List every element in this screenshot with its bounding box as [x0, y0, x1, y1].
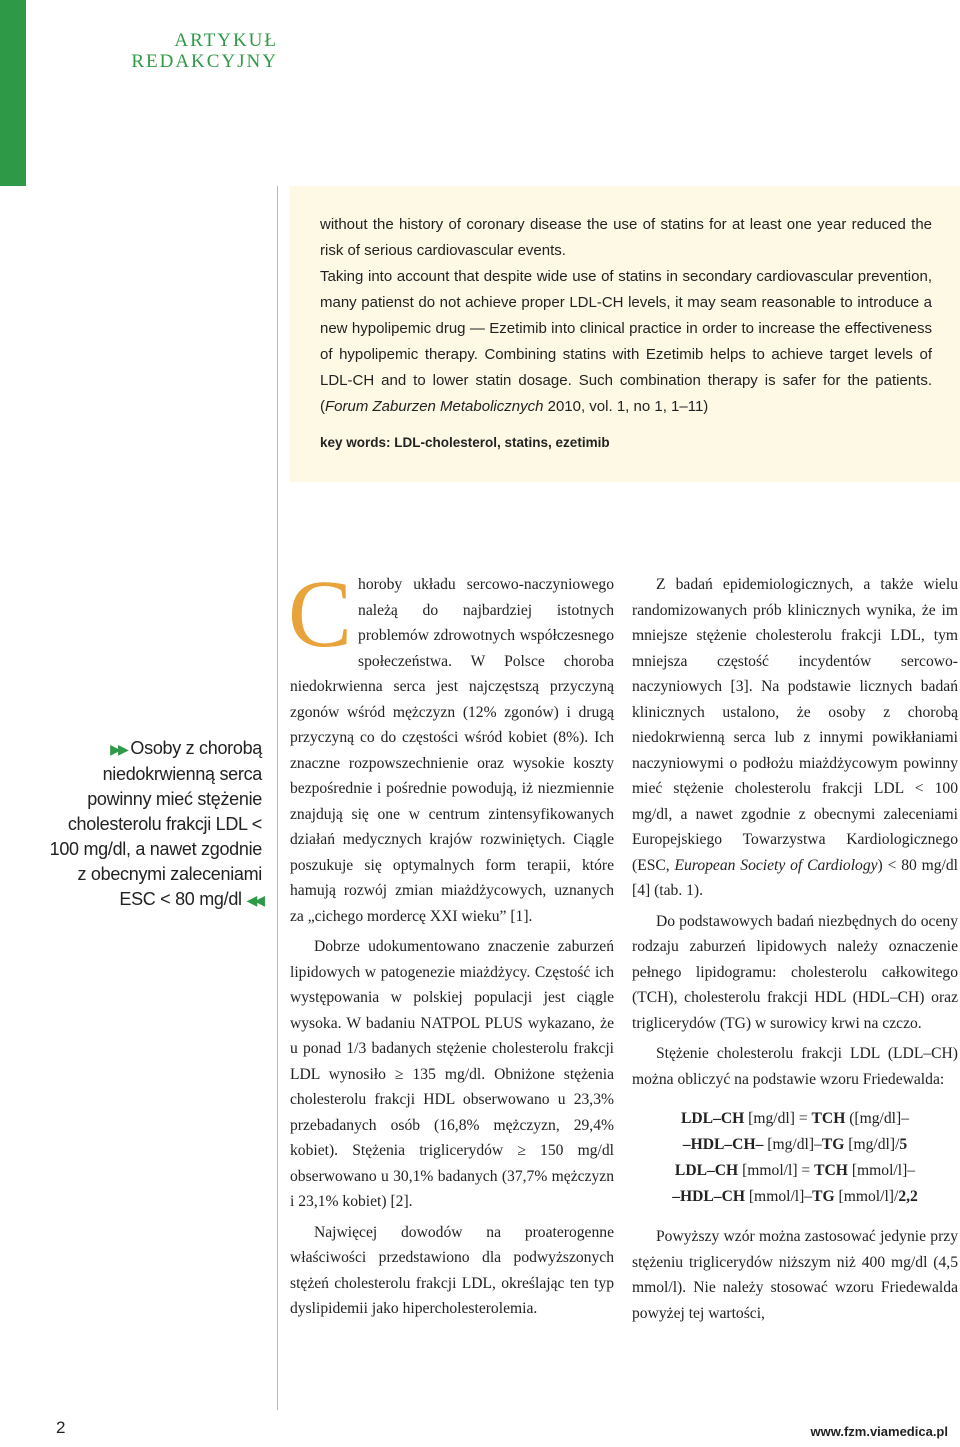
abstract-text — [320, 212, 932, 456]
column1-paragraph-3: Najwięcej dowodów na proaterogenne właściwości przedstawiono dla podwyższonych stężeń cholesterolu frakcji LDL, określając ten typ dyslipidemii jako hipercholesterolemia. — [290, 1223, 614, 1317]
page-number: 2 — [56, 1418, 66, 1437]
formula-term: TG — [821, 1136, 845, 1153]
column1-paragraph-1-text: horoby układu sercowo-naczyniowego należą do najbardziej istotnych problemów zdrowotnych współczesnego społeczeństwa. W Polsce choroba niedokrwienna serca jest najczęstszą przyczyną zgonów wśród mężczyzn (12% zgonów) i drugą przyczyną co do częstości wśród kobiet (8%). Ich znaczne rozpowszechnienie oraz wysokie koszty bezpośrednie i pośrednie powodują, iż niezmiennie znajdują się one w centrum zintensyfikowanych działań medycznych krajów rozwiniętych. Ciągle poszukuje się optymalnych form terapii, które hamują rozwój zmian miażdżycowych, uznanych za „cichego mordercę XXI wieku” [1]. — [290, 576, 614, 925]
column2-paragraph-1-a: Z badań epidemiologicznych, a także wielu randomizowanych prób klinicznych wynika, że im mniejsze stężenie cholesterolu frakcji LDL, tym mniejsza częstość incydentów sercowo-naczyniowych [3]. Na podstawie licznych badań klinicznych ustalono, że osoby z chorobą niedokrwienną serca lub z innymi powikłaniami naczyniowymi o podłożu miażdżycowym powinny mieć stężenie cholesterolu frakcji LDL < 100 mg/dl, a nawet zgodnie z obecnymi zaleceniami Europejskiego Towarzystwa Kardiologicznego (ESC, — [632, 576, 958, 874]
column-divider — [277, 186, 278, 1410]
formula-text: ([mg/dl]– — [845, 1110, 909, 1127]
keywords: key words: LDL-cholesterol, statins, ezetimib — [320, 435, 610, 450]
formula-text: [mg/dl] = — [744, 1110, 812, 1127]
abstract-paragraph-1: without the history of coronary disease the use of statins for at least one year reduced the risk of serious cardiovascular events. — [320, 216, 932, 259]
abstract-body: Taking into account that despite wide use of statins in secondary cardiovascular prevention, many patienst do not achieve proper LDL-CH levels, it may seam reasonable to introduce a new hypolipemic drug — Ezetimib into clinical practice in order to increase the effectiveness of hypolipemic therapy. Combining statins with Ezetimib helps to achieve target levels of LDL-CH and to lower statin dosage. Such combination therapy is safer for the patients. ( — [320, 268, 932, 415]
article-column-1 — [288, 560, 614, 1322]
section-label-line2: REDAKCYJNY — [131, 51, 278, 72]
formula-term: TCH — [814, 1162, 848, 1179]
formula-text: [mmol/l]– — [744, 1188, 813, 1205]
drop-cap: C — [288, 560, 353, 667]
formula-term: 5 — [899, 1136, 908, 1153]
formula-line-2 — [632, 1132, 958, 1158]
column1-paragraph-2: Dobrze udokumentowano znaczenie zaburzeń lipidowych w patogenezie miażdżycy. Częstość ich występowania w polskiej populacji jest ciągle wysoka. W badaniu NATPOL PLUS wykazano, że u ponad 1/3 badanych stężenie cholesterolu frakcji LDL wynosiło ≥ 135 mg/dl. Obniżone stężenia cholesterolu frakcji HDL obserwowano u 23,3% przebadanych osób (16,8% mężczyzn, 29,4% kobiet). Stężenia triglicerydów ≥ 150 mg/dl obserwowano u 30,1% badanych (37,7% mężczyzn i 23,1% kobiet) [2]. — [290, 938, 614, 1210]
formula-text: [mmol/l]/ — [834, 1188, 899, 1205]
formula-term: –HDL–CH — [672, 1188, 745, 1205]
quote-close-arrows-icon: ◀◀ — [246, 892, 262, 908]
formula-term: LDL–CH — [674, 1162, 739, 1179]
formula-term: –HDL–CH– — [682, 1136, 764, 1153]
column2-paragraph-3: Stężenie cholesterolu frakcji LDL (LDL–CH) można obliczyć na podstawie wzoru Friedewalda: — [632, 1045, 958, 1088]
friedewald-formula — [632, 1106, 958, 1210]
journal-citation: 2010, vol. 1, no 1, 1–11) — [543, 398, 709, 415]
column2-paragraph-4: Powyższy wzór można zastosować jedynie przy stężeniu triglicerydów niższym niż 400 mg/dl (4,5 mmol/l). Nie należy stosować wzoru Friedewalda powyżej tej wartości, — [632, 1228, 958, 1322]
section-label — [120, 30, 278, 72]
article-column-2 — [632, 572, 958, 1326]
formula-line-3 — [632, 1158, 958, 1184]
esc-full-name: European Society of Cardiology — [674, 856, 878, 874]
formula-text: [mmol/l] = — [738, 1162, 815, 1179]
column2-paragraph-2: Do podstawowych badań niezbędnych do oceny rodzaju zaburzeń lipidowych należy oznaczenie pełnego lipidogramu: cholesterolu całkowitego (TCH), cholesterolu frakcji HDL (HDL–CH) oraz triglicerydów (TG) w surowicy krwi na czczo. — [632, 912, 958, 1032]
section-color-bar — [0, 0, 26, 186]
quote-open-arrows-icon: ▶▶ — [110, 741, 126, 757]
formula-term: LDL–CH — [681, 1110, 745, 1127]
formula-term: TG — [812, 1188, 835, 1205]
formula-text: [mg/dl]– — [763, 1136, 822, 1153]
formula-text: [mg/dl]/ — [844, 1136, 900, 1153]
formula-line-4 — [632, 1184, 958, 1210]
formula-term: 2,2 — [898, 1188, 918, 1205]
pull-quote-text: Osoby z chorobą niedokrwienną serca powinny mieć stężenie cholesterolu frakcji LDL < 100 mg/dl, a nawet zgodnie z obecnymi zaleceniami ESC < 80 mg/dl — [49, 738, 262, 909]
formula-line-1 — [632, 1106, 958, 1132]
column2-paragraph-1 — [632, 572, 958, 904]
pull-quote — [40, 736, 262, 913]
section-label-line1: ARTYKUŁ — [174, 30, 278, 51]
column2-paragraph-1-b: ) < 80 mg/dl [4] (tab. 1). — [632, 856, 958, 899]
website-url: www.fzm.viamedica.pl — [810, 1424, 948, 1439]
formula-text: [mmol/l]– — [847, 1162, 916, 1179]
column1-paragraph-1 — [288, 560, 614, 929]
formula-term: TCH — [811, 1110, 846, 1127]
abstract-box — [290, 186, 960, 482]
journal-name: Forum Zaburzen Metabolicznych — [325, 398, 544, 415]
abstract-paragraph-2 — [320, 264, 932, 420]
